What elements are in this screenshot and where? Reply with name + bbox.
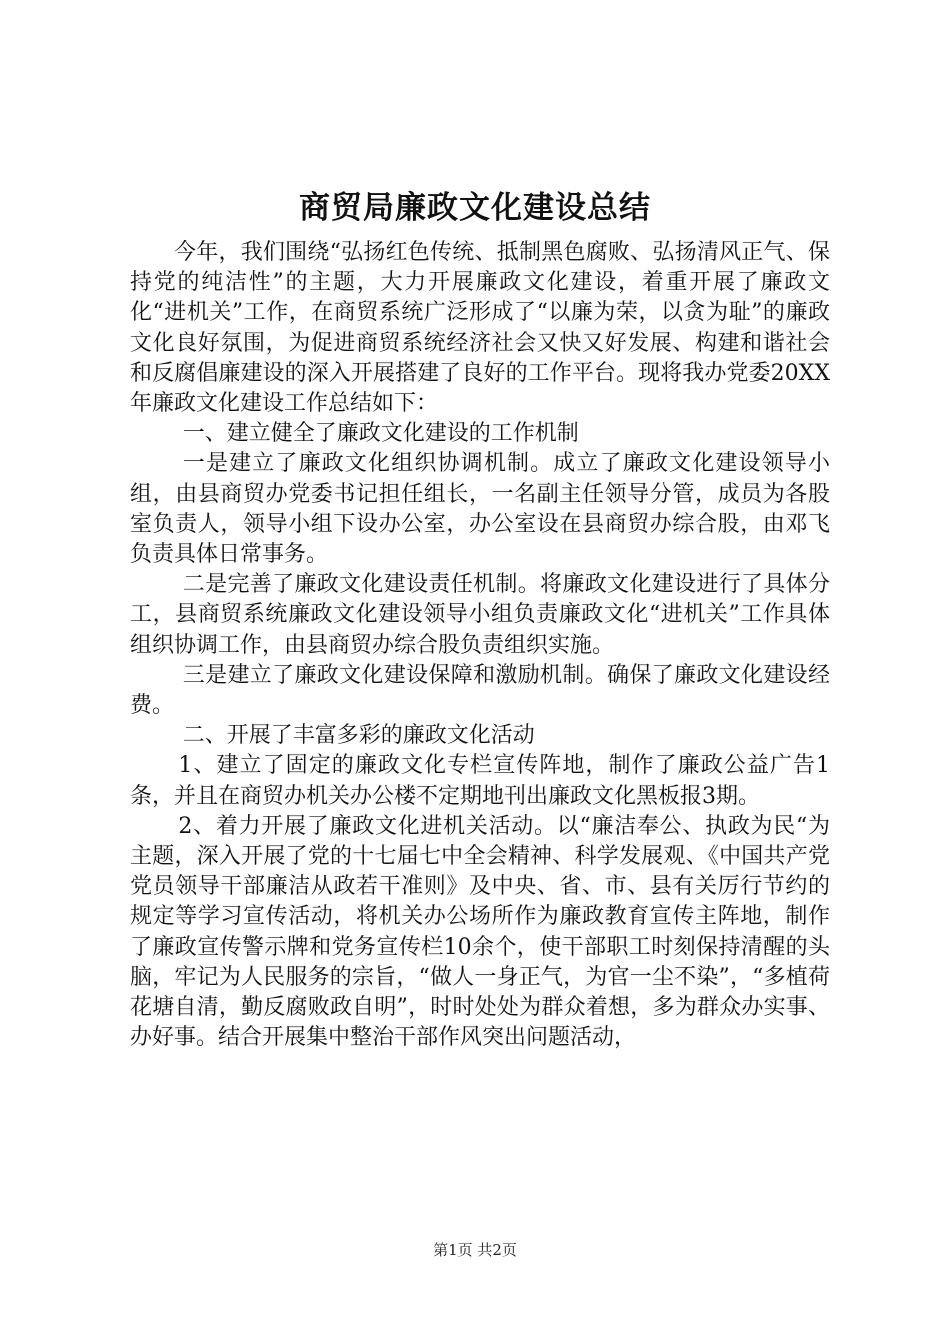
list-item-1: 1、建立了固定的廉政文化专栏宣传阵地，制作了廉政公益广告1条，并且在商贸办机关办公楼不定期地刊出廉政文化黑板报3期。 xyxy=(130,753,830,809)
page-footer: 第1页 共2页 xyxy=(433,1241,517,1259)
document-title: 商贸局廉政文化建设总结 xyxy=(299,190,651,226)
section-heading-1: 一、建立健全了廉政文化建设的工作机制 xyxy=(182,421,579,447)
list-item-2: 2、着力开展了廉政文化进机关活动。以“廉洁奉公、执政为民“为主题，深入开展了党的十七届七中全会精神、科学发展观、《中国共产党党员领导干部廉洁从政若干准则》及中央、省、市、县有关厉行节约的规定等学习宣传活动，将机关办公场所作为廉政教育宣传主阵地，制作了廉政宣传警示牌和党务宣传栏10余个，使干部职工时刻保持清醒的头脑，牢记为人民服务的宗旨，“做人一身正气，为官一尘不染”，“多植荷花塘自清，勤反腐败政自明”，时时处处为群众着想，多为群众办实事、办好事。结合开展集中整治干部作风突出问题活动， xyxy=(130,813,830,1051)
paragraph-mechanism-3: 三是建立了廉政文化建设保障和激励机制。确保了廉政文化建设经费。 xyxy=(130,662,830,719)
section-heading-2: 二、开展了丰富多彩的廉政文化活动 xyxy=(182,723,535,749)
document-body xyxy=(130,238,830,1053)
paragraph-mechanism-2: 二是完善了廉政文化建设责任机制。将廉政文化建设进行了具体分工，县商贸系统廉政文化建设领导小组负责廉政文化“进机关”工作具体组织协调工作，由县商贸办综合股负责组织实施。 xyxy=(130,572,830,658)
intro-paragraph: 今年，我们围绕“弘扬红色传统、抵制黑色腐败、弘扬清风正气、保持党的纯洁性”的主题，大力开展廉政文化建设，着重开展了廉政文化“进机关”工作，在商贸系统广泛形成了“以廉为荣，以贪为耻”的廉政文化良好氛围，为促进商贸系统经济社会又快又好发展、构建和谐社会和反腐倡廉建设的深入开展搭建了良好的工作平台。现将我办党委20XX年廉政文化建设工作总结如下： xyxy=(130,240,830,417)
paragraph-mechanism-1: 一是建立了廉政文化组织协调机制。成立了廉政文化建设领导小组，由县商贸办党委书记担任组长，一名副主任领导分管，成员为各股室负责人，领导小组下设办公室，办公室设在县商贸办综合股，由邓飞负责具体日常事务。 xyxy=(130,451,830,568)
